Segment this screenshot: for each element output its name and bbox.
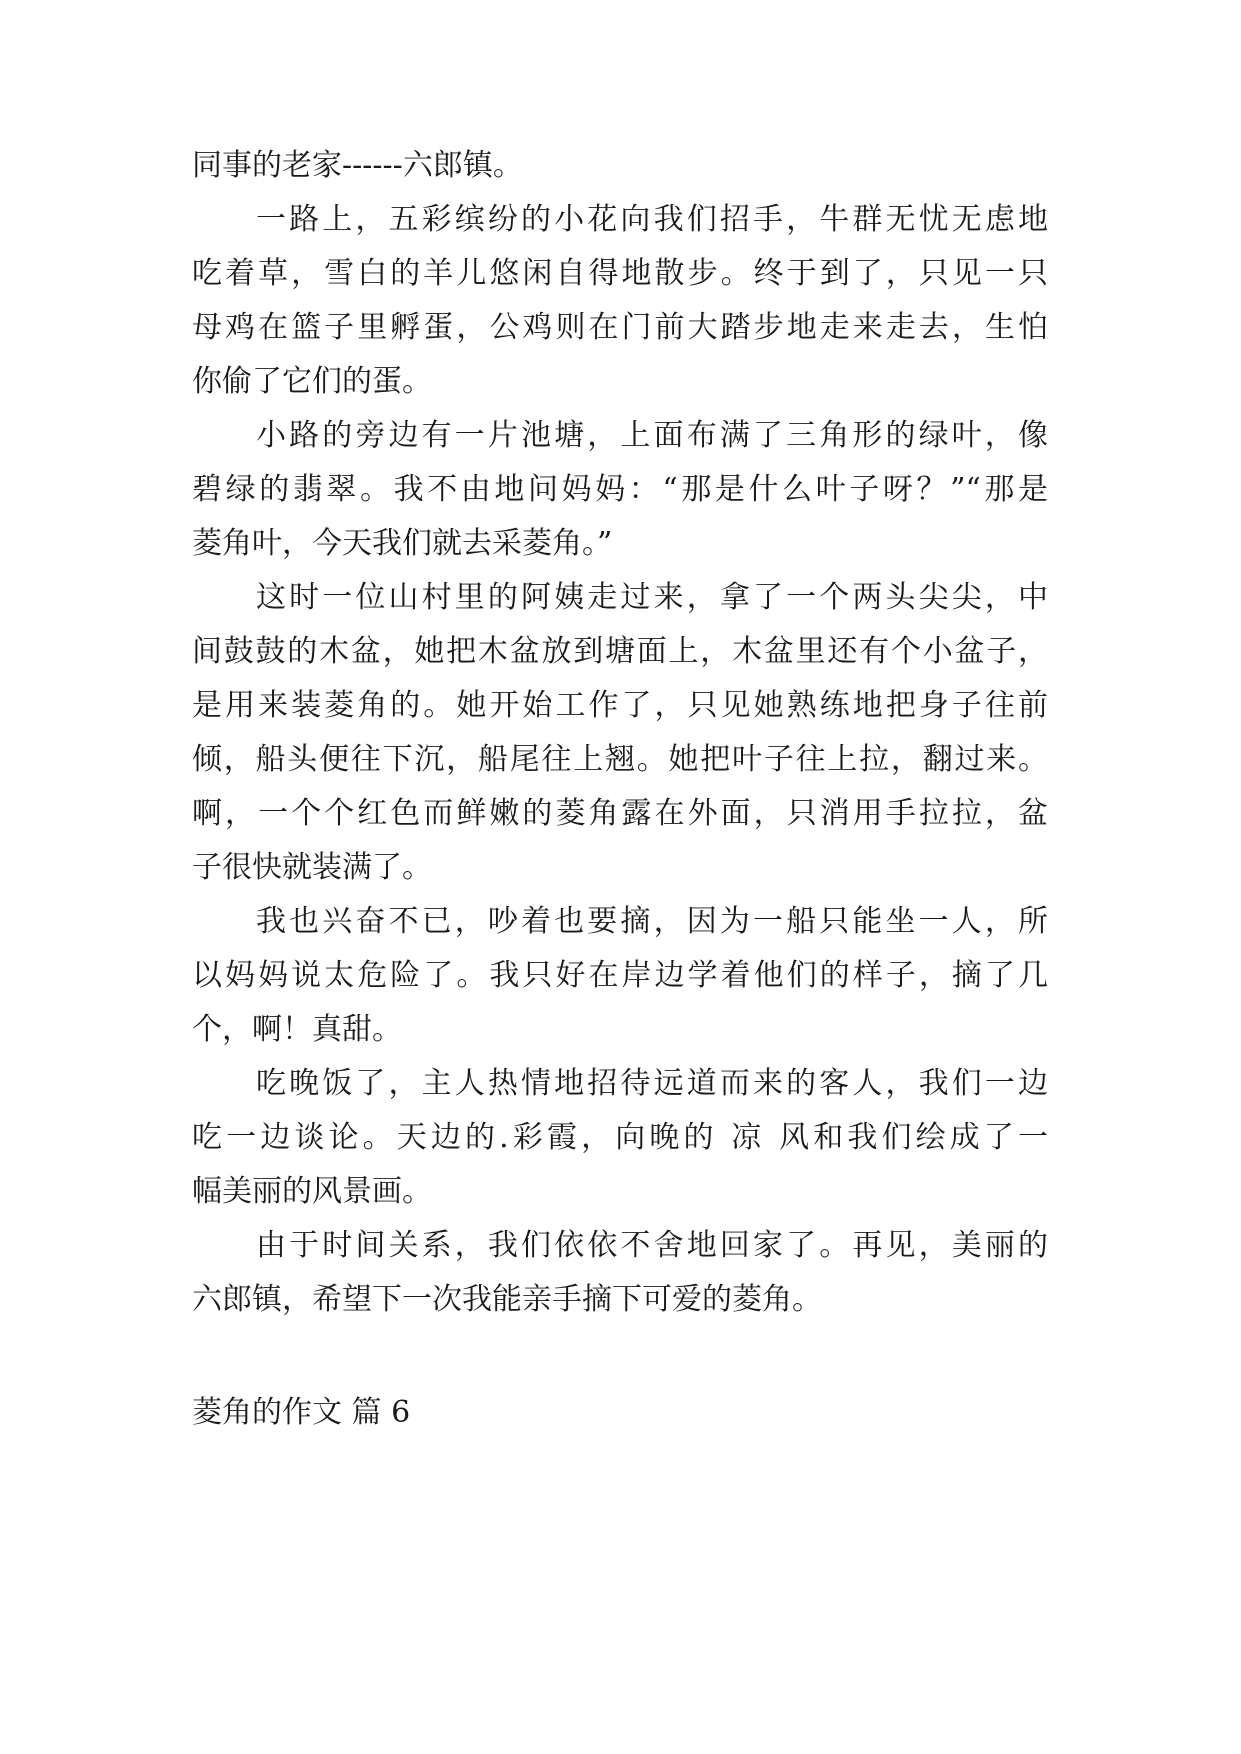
text-line: 吃着草，雪白的羊儿悠闲自得地散步。终于到了，只见一只 xyxy=(192,256,1048,291)
text-line: 以妈妈说太危险了。我只好在岸边学着他们的样子，摘了几 xyxy=(192,958,1048,993)
section-heading: 菱角的作文 篇 6 xyxy=(192,1395,411,1430)
text-line: 是用来装菱角的。她开始工作了，只见她熟练地把身子往前 xyxy=(192,688,1048,723)
text-line: 幅美丽的风景画。 xyxy=(192,1174,432,1209)
text-line: 吃一边谈论。天边的.彩霞，向晚的 凉 风和我们绘成了一 xyxy=(192,1120,1048,1155)
paragraph-first-line: 吃晚饭了，主人热情地招待远道而来的客人，我们一边 xyxy=(256,1066,1048,1101)
text-line: 母鸡在篮子里孵蛋，公鸡则在门前大踏步地走来走去，生怕 xyxy=(192,310,1048,345)
text-line: 六郎镇，希望下一次我能亲手摘下可爱的菱角。 xyxy=(192,1282,822,1317)
paragraph-first-line: 这时一位山村里的阿姨走过来，拿了一个两头尖尖，中 xyxy=(256,580,1048,615)
text-line: 子很快就装满了。 xyxy=(192,850,432,885)
text-line: 啊，一个个红色而鲜嫩的菱角露在外面，只消用手拉拉，盆 xyxy=(192,796,1048,831)
text-line: 个，啊！真甜。 xyxy=(192,1012,402,1047)
text-line: 倾，船头便往下沉，船尾往上翘。她把叶子往上拉，翻过来。 xyxy=(192,742,1048,777)
text-line: 碧绿的翡翠。我不由地问妈妈：“那是什么叶子呀？”“那是 xyxy=(192,472,1048,507)
text-line: 同事的老家------六郎镇。 xyxy=(192,148,523,183)
paragraph-first-line: 我也兴奋不已，吵着也要摘，因为一船只能坐一人，所 xyxy=(256,904,1048,939)
paragraph-first-line: 由于时间关系，我们依依不舍地回家了。再见，美丽的 xyxy=(256,1228,1048,1263)
paragraph-first-line: 一路上，五彩缤纷的小花向我们招手，牛群无忧无虑地 xyxy=(256,202,1048,237)
paragraph-first-line: 小路的旁边有一片池塘，上面布满了三角形的绿叶，像 xyxy=(256,418,1048,453)
text-line: 你偷了它们的蛋。 xyxy=(192,364,432,399)
text-line: 间鼓鼓的木盆，她把木盆放到塘面上，木盆里还有个小盆子， xyxy=(192,634,1048,669)
text-line: 菱角叶，今天我们就去采菱角。” xyxy=(192,526,613,561)
